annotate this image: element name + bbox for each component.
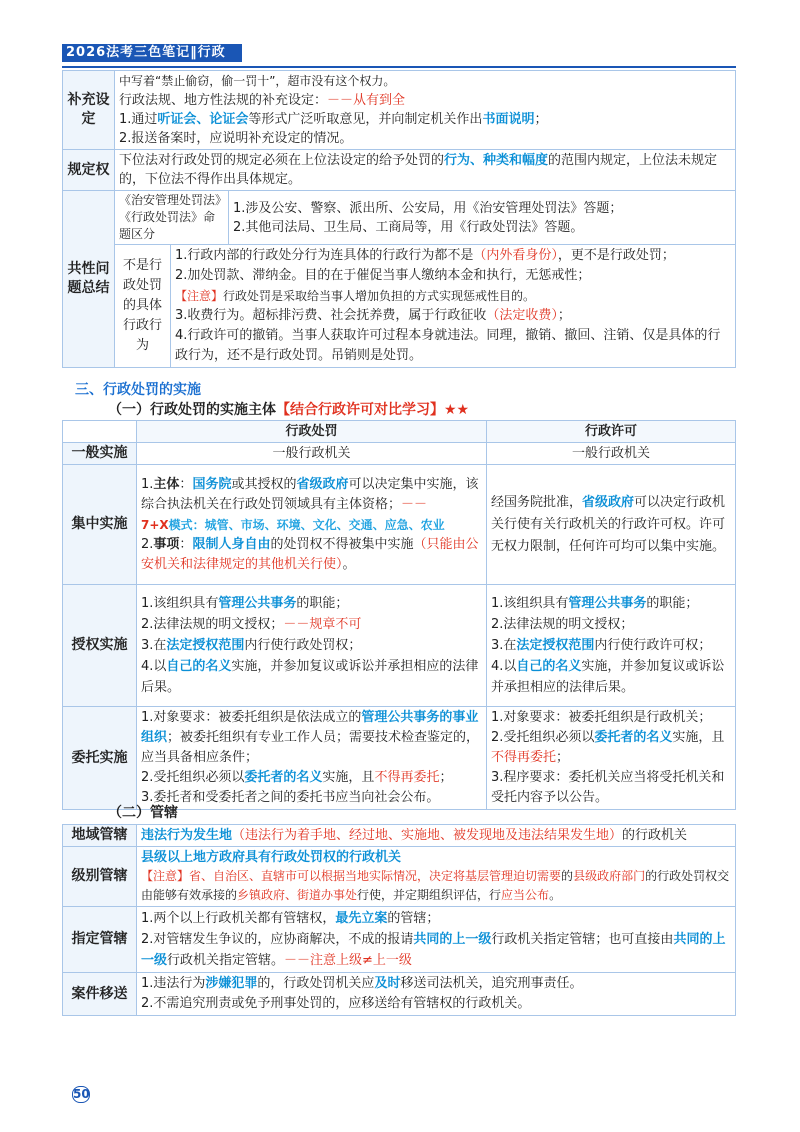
implementation-table [62,420,736,810]
general-a: 一般行政机关 [137,443,487,465]
supplement-line2: 1.通过听证会、论证会等形式广泛听取意见，并向制定机关作出书面说明； [119,112,548,127]
designate-label: 指定管辖 [63,907,137,973]
np-item3: 3.收费行为。超标排污费、社会抚养费，属于行政征收（法定收费）； [175,308,571,323]
designate-row [63,907,736,973]
general-row [63,443,736,465]
transfer-content: 1.违法行为涉嫌犯罪的，行政处罚机关应及时移送司法机关，追究刑事责任。 2.不需追究刑责或免予刑事处罚的，应移送给有管辖权的行政机关。 [137,973,736,1016]
page-number: 50 [73,1087,90,1101]
designate-content: 1.两个以上行政机关都有管辖权，最先立案的管辖； 2.对管辖发生争议的，应协商解决，不成的报请共同的上一级行政机关指定管辖；也可直接由共同的上一级行政机关指定管辖。－－注意上级≠上一级 [137,907,736,973]
not-penalty-row [63,245,736,368]
supplement-line3: 2.报送备案时，应说明补充设定的情况。 [119,131,353,146]
page-header: 2026法考三色笔记‖行政 [62,44,242,62]
level-row [63,847,736,907]
jurisdiction-table [62,824,736,1016]
supplement-row [63,71,736,150]
auth-label: 授权实施 [63,585,137,707]
header-divider [62,66,736,68]
naming-row [63,191,736,245]
np-note: 【注意】行政处罚是采取给当事人增加负担的方式实现惩戒性目的。 [175,289,536,303]
naming-right [229,191,736,245]
transfer-label: 案件移送 [63,973,137,1016]
naming-left: 《治安管理处罚法》《行政处罚法》命题区分 [115,191,229,245]
level-title: 县级以上地方政府具有行政处罚权的行政机关 [141,850,402,865]
transfer-row [63,973,736,1016]
np-item2: 2.加处罚款、滞纳金。目的在于催促当事人缴纳本金和执行，无惩戒性； [175,268,591,283]
impl-corner [63,421,137,443]
naming-r2: 2.其他司法局、卫生局、工商局等，用《行政处罚法》答题。 [233,219,584,235]
rule-label: 规定权 [63,150,115,191]
rule-row [63,150,736,191]
region-label: 地域管辖 [63,825,137,847]
level-content [137,847,736,907]
central-row [63,465,736,585]
central-b: 经国务院批准，省级政府可以决定行政机关行使有关行政机关的行政许可权。许可无权力限制，任何许可均可以集中实施。 [487,465,736,585]
region-row [63,825,736,847]
rule-content: 下位法对行政处罚的规定必须在上位法设定的给予处罚的行为、种类和幅度的范围内规定，上位法未规定的，下位法不得作出具体规定。 [115,150,736,191]
not-penalty-items [171,245,736,368]
supplement-line0: 中写着“禁止偷窃，偷一罚十”，超市没有这个权力。 [119,74,396,88]
level-note: 【注意】省、自治区、直辖市可以根据当地实际情况，决定将基层管理迫切需要的县级政府部门的行政处罚权交由能够有效承接的乡镇政府、街道办事处行使，并定期组织评估，行应当公布。 [141,869,730,902]
general-b: 一般行政机关 [487,443,736,465]
impl-header-row [63,421,736,443]
auth-row [63,585,736,707]
naming-r1: 1.涉及公安、警察、派出所、公安局，用《治安管理处罚法》答题； [233,200,623,216]
np-item1: 1.行政内部的行政处分行为连具体的行政行为都不是（内外看身份），更不是行政处罚； [175,248,675,263]
supplement-line1: 行政法规、地方性法规的补充设定：－－从有到全 [119,93,406,108]
top-table [62,70,736,368]
auth-b: 1.该组织具有管理公共事务的职能； 2.法律法规的明文授权； 3.在法定授权范围内行使行政许可权； 4.以自己的名义实施，并参加复议或诉讼并承担相应的法律后果。 [487,585,736,707]
entrust-a: 1.对象要求：被委托组织是依法成立的管理公共事务的事业组织；被委托组织有专业工作人员；需要技术检查鉴定的，应当具备相应条件； 2.受托组织必须以委托者的名义实施，且不得再委托； 3.委托者和受委托者之间的委托书应当向社会公布。 [137,707,487,810]
central-label: 集中实施 [63,465,137,585]
common-label: 共性问题总结 [63,191,115,368]
entrust-label: 委托实施 [63,707,137,810]
general-label: 一般实施 [63,443,137,465]
supplement-content [115,71,736,150]
auth-a: 1.该组织具有管理公共事务的职能； 2.法律法规的明文授权；－－规章不可 3.在法定授权范围内行使行政处罚权； 4.以自己的名义实施，并参加复议或诉讼并承担相应的法律后果。 [137,585,487,707]
col-penalty: 行政处罚 [137,421,487,443]
entrust-b: 1.对象要求：被委托组织是行政机关； 2.受托组织必须以委托者的名义实施，且不得再委托； 3.程序要求：委托机关应当将受托机关和受托内容予以公告。 [487,707,736,810]
np-item4: 4.行政许可的撤销。当事人获取许可过程本身就违法。同理，撤销、撤回、注销、仅是具体的行政行为，还不是行政处罚。吊销则是处罚。 [175,328,721,363]
level-label: 级别管辖 [63,847,137,907]
section-title: 三、行政处罚的实施 [75,382,201,398]
entrust-row [63,707,736,810]
jurisdiction-title: （二）管辖 [108,805,178,821]
subsection-title: （一）行政处罚的实施主体【结合行政许可对比学习】★★ [108,402,470,418]
col-license: 行政许可 [487,421,736,443]
central-a: 1.主体：国务院或其授权的省级政府可以决定集中实施，该综合执法机关在行政处罚领域具有主体资格；－－ 7+X模式：城管、市场、环境、文化、交通、应急、农业 2.事项：限制人身自由的处罚权不得被集中实施（只能由公安机关和法律规定的其他机关行使）。 [137,465,487,585]
not-penalty-label: 不是行政处罚的具体行政行为 [115,245,171,368]
region-content: 违法行为发生地（违法行为着手地、经过地、实施地、被发现地及违法结果发生地）的行政机关 [137,825,736,847]
supplement-label: 补充设定 [63,71,115,150]
